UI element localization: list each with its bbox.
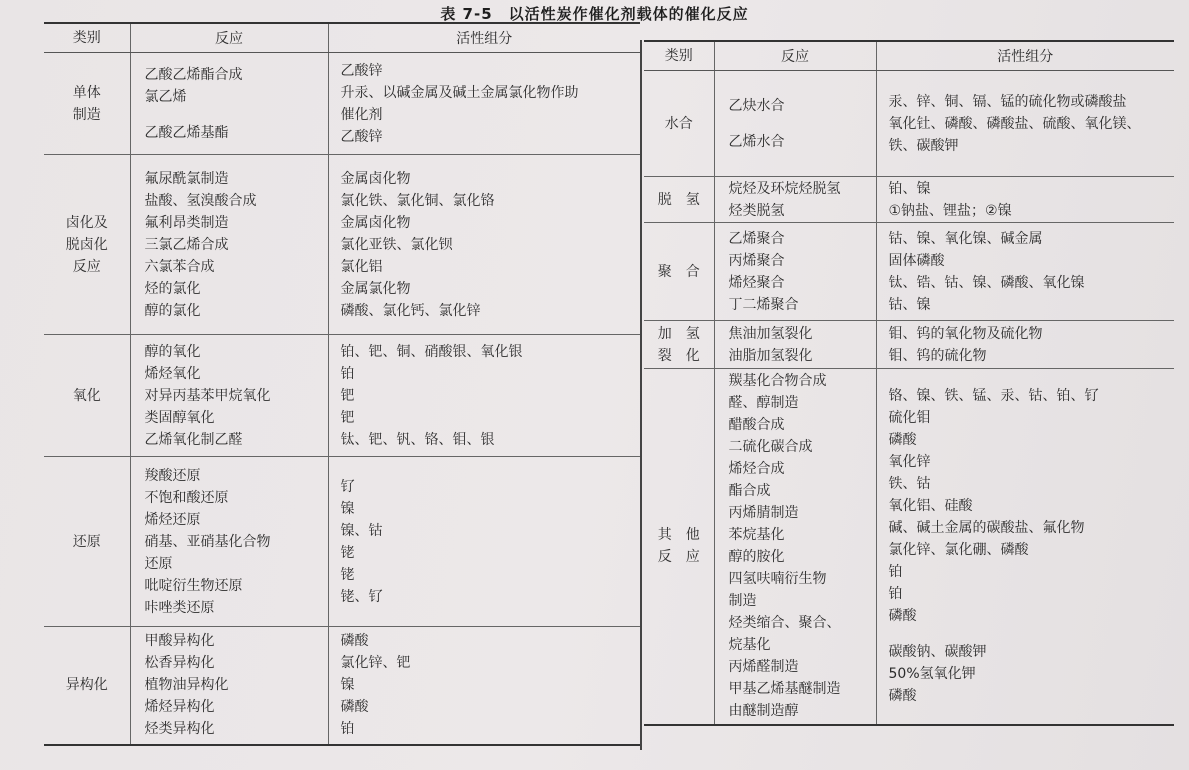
active-cell: 铂、镍 ①钠盐、锂盐；②镍	[876, 177, 1174, 223]
reaction-cell: 烷烃及环烷烃脱氢 烃类脱氢	[714, 177, 876, 223]
reaction-cell: 羰基化合物合成 醛、醇制造 醋酸合成 二硫化碳合成 烯烃合成 酯合成 丙烯腈制造 苯烷基化 醇的胺化 四氢呋喃衍生物 制造 烃类缩合、聚合、 烷基化 丙烯醛制造 甲基乙烯基醚制造 由醚制造醇	[714, 369, 876, 725]
reaction-cell: 甲酸异构化 松香异构化 植物油异构化 烯烃异构化 烃类异构化	[130, 627, 328, 745]
header-active: 活性组分	[328, 23, 640, 53]
table-row	[644, 321, 1174, 369]
table-row	[644, 369, 1174, 725]
active-cell: 铂、钯、铜、硝酸银、氧化银 铂 钯 钯 钛、钯、钒、铬、钼、银	[328, 335, 640, 457]
active-cell: 钼、钨的氧化物及硫化物 钼、钨的硫化物	[876, 321, 1174, 369]
catalysis-table-right	[644, 40, 1174, 726]
category-cell: 异构化	[44, 627, 130, 745]
active-cell: 汞、锌、铜、镉、锰的硫化物或磷酸盐 氧化钍、磷酸、磷酸盐、硫酸、氧化镁、 铁、碳酸钾	[876, 71, 1174, 177]
reaction-cell: 醇的氧化 烯烃氧化 对异丙基苯甲烷氧化 类固醇氧化 乙烯氧化制乙醛	[130, 335, 328, 457]
table-title: 表 7-5 以活性炭作催化剂载体的催化反应	[440, 5, 749, 23]
table-row	[44, 335, 640, 457]
reaction-cell: 乙酸乙烯酯合成 氯乙烯 乙酸乙烯基酯	[130, 53, 328, 155]
active-cell: 铬、镍、铁、锰、汞、钴、铂、钌 硫化钼 磷酸 氧化锌 铁、钴 氧化铝、硅酸 碱、碱土金属的碳酸盐、氟化物 氯化锌、氯化硼、磷酸 铂 铂 磷酸 碳酸钠、碳酸钾 50%氢氧化钾 磷酸	[888, 388, 1099, 705]
category-cell: 水合	[644, 71, 714, 177]
table-row	[644, 223, 1174, 321]
category-cell: 卤化及 脱卤化 反应	[44, 155, 130, 335]
table-row	[644, 71, 1174, 177]
table-row	[44, 53, 640, 155]
header-reaction: 反应	[714, 41, 876, 71]
header-category: 类别	[44, 23, 130, 53]
category-cell: 其 他 反 应	[644, 369, 714, 725]
table-row	[644, 177, 1174, 223]
category-cell: 单体 制造	[44, 53, 130, 155]
table-row	[44, 457, 640, 627]
reaction-cell: 乙烯聚合 丙烯聚合 烯烃聚合 丁二烯聚合	[714, 223, 876, 321]
header-reaction: 反应	[130, 23, 328, 53]
category-cell: 还原	[44, 457, 130, 627]
category-cell: 加 氢 裂 化	[644, 321, 714, 369]
active-cell: 钌 镍 镍、钴 铑 铑 铑、钌	[328, 457, 640, 627]
category-cell: 聚 合	[644, 223, 714, 321]
active-cell: 金属卤化物 氯化铁、氯化铜、氯化铬 金属卤化物 氯化亚铁、氯化钡 氯化铝 金属氯化物 磷酸、氯化钙、氯化锌	[328, 155, 640, 335]
table-row	[44, 155, 640, 335]
header-active: 活性组分	[876, 41, 1174, 71]
active-cell: 磷酸 氯化锌、钯 镍 磷酸 铂	[340, 633, 411, 738]
reaction-cell: 羧酸还原 不饱和酸还原 烯烃还原 硝基、亚硝基化合物 还原 吡啶衍生物还原 咔唑类还原	[130, 457, 328, 627]
active-cell: 钴、镍、氧化镍、碱金属 固体磷酸 钛、锆、钴、镍、磷酸、氧化镍 钴、镍	[876, 223, 1174, 321]
reaction-cell: 焦油加氢裂化 油脂加氢裂化	[714, 321, 876, 369]
column-divider	[640, 40, 642, 750]
reaction-cell: 乙炔水合 乙烯水合	[714, 71, 876, 177]
reaction-cell: 氟尿酰氯制造 盐酸、氢溴酸合成 氟利昂类制造 三氯乙烯合成 六氯苯合成 烃的氯化 醇的氯化	[130, 155, 328, 335]
header-category: 类别	[644, 41, 714, 71]
table-row	[44, 627, 640, 745]
category-cell: 脱 氢	[644, 177, 714, 223]
catalysis-table-left	[44, 22, 640, 746]
category-cell: 氧化	[44, 335, 130, 457]
active-cell: 乙酸锌 升汞、以碱金属及碱土金属氯化物作助 催化剂 乙酸锌	[328, 53, 640, 155]
